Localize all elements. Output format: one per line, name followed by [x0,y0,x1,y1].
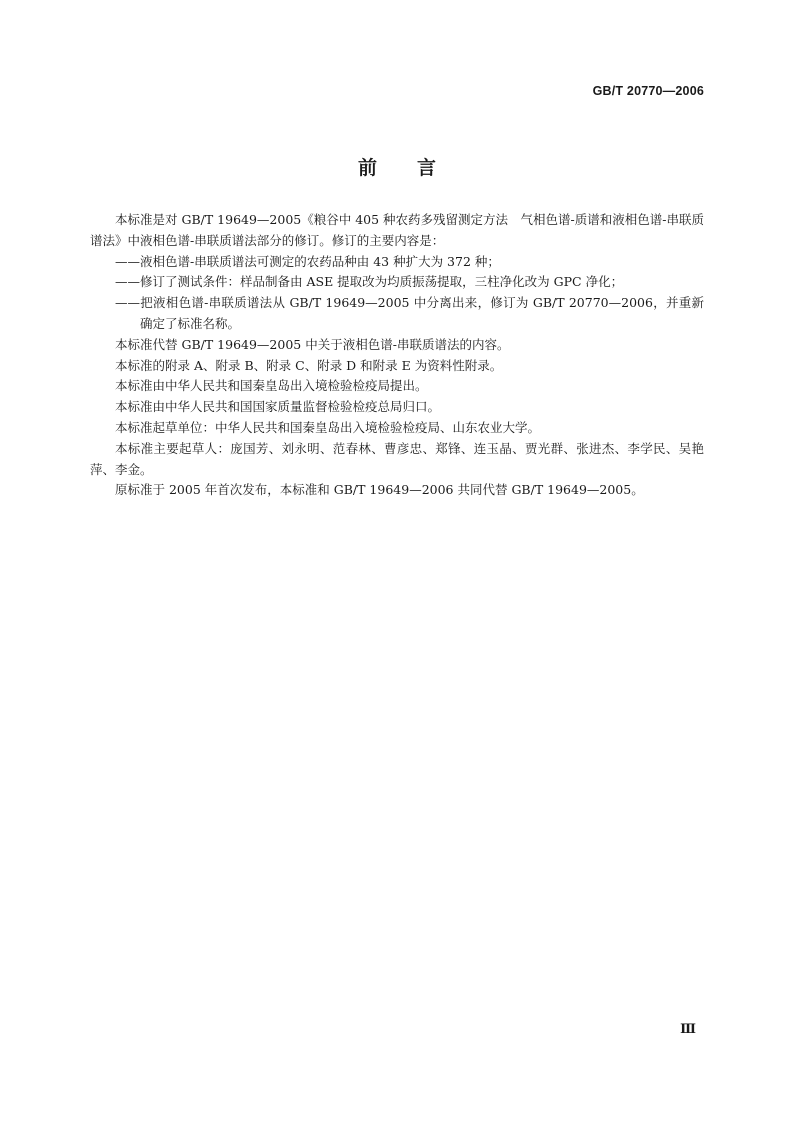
drafters-paragraph: 本标准主要起草人：庞国芳、刘永明、范春林、曹彦忠、郑锋、连玉晶、贾光群、张进杰、李学民、吴艳萍、李金。 [90,440,704,477]
page-title: 前言 [357,157,476,179]
foreword-body [90,210,704,501]
intro-paragraph: 本标准是对 GB/T 19649—2005《粮谷中 405 种农药多残留测定方法 气相色谱-质谱和液相色谱-串联质谱法》中液相色谱-串联质谱法部分的修订。修订的主要内容是： [90,212,704,248]
page-number: Ⅲ [680,1021,696,1036]
change-item: ——把液相色谱-串联质谱法从 GB/T 19649—2005 中分离出来，修订为 GB/T 20770—2006，并重新确定了标准名称。 [115,295,704,331]
standard-number: GB/T 20770—2006 [592,84,704,98]
drafting-units-paragraph: 本标准起草单位：中华人民共和国秦皇岛出入境检验检疫局、山东农业大学。 [115,419,541,435]
replacement-paragraph: 本标准代替 GB/T 19649—2005 中关于液相色谱-串联质谱法的内容。 [115,336,510,352]
change-item: ——液相色谱-串联质谱法可测定的农药品种由 43 种扩大为 372 种； [115,253,500,269]
change-item: ——修订了测试条件：样品制备由 ASE 提取改为均质振荡提取，三柱净化改为 GPC 净化； [115,274,624,290]
administrator-paragraph: 本标准由中华人民共和国国家质量监督检验检疫总局归口。 [115,399,441,415]
appendix-paragraph: 本标准的附录 A、附录 B、附录 C、附录 D 和附录 E 为资料性附录。 [115,357,503,373]
history-paragraph: 原标准于 2005 年首次发布，本标准和 GB/T 19649—2006 共同代替 GB/T 19649—2005。 [115,482,644,498]
proposer-paragraph: 本标准由中华人民共和国秦皇岛出入境检验检疫局提出。 [115,378,428,394]
